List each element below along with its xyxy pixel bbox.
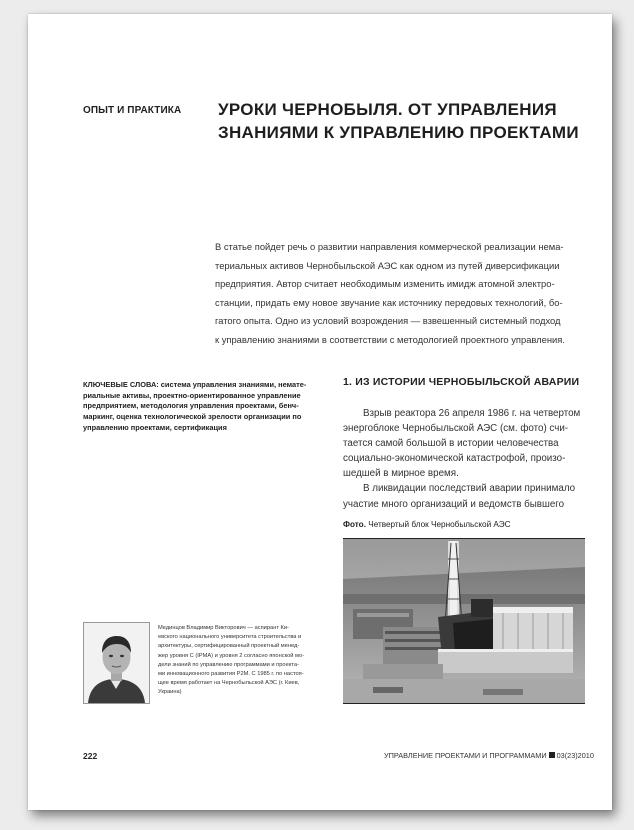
journal-issue: 03(23)2010 bbox=[556, 751, 594, 760]
body-line: тается самой большой в истории человечества bbox=[343, 438, 559, 450]
magazine-page bbox=[28, 14, 612, 810]
square-bullet-icon bbox=[549, 752, 555, 758]
abstract-line: предприятия. Автор считает необходимым изменить имидж атомной электро- bbox=[215, 278, 555, 289]
author-line: евского национального университета строительства и bbox=[158, 634, 302, 641]
keywords bbox=[83, 380, 313, 434]
author-photo bbox=[83, 622, 150, 704]
journal-footer bbox=[384, 751, 594, 760]
page-number: 222 bbox=[83, 751, 98, 761]
body-line: Взрыв реактора 26 апреля 1986 г. на четвертом bbox=[363, 408, 581, 419]
author-line: жер уровня С (IPMA) и уровня 2 согласно японской мо- bbox=[158, 652, 305, 659]
author-line: щее время работает на Чернобыльской АЭС (г. Киев, bbox=[158, 680, 300, 687]
body-line: шедшей в мирное время. bbox=[343, 468, 459, 480]
photo-caption bbox=[343, 520, 511, 529]
author-line: Мединцов Владимир Викторович — аспирант Ки- bbox=[158, 625, 289, 631]
keywords-line: риальные активы, проектно-ориентированное управление bbox=[83, 390, 301, 400]
body-line: энергоблоке Чернобыльской АЭС (см. фото) счи- bbox=[343, 423, 569, 435]
chernobyl-plant-illustration bbox=[343, 539, 585, 703]
caption-text: Четвертый блок Чернобыльской АЭС bbox=[365, 520, 511, 529]
section-label: ОПЫТ И ПРАКТИКА bbox=[83, 105, 182, 116]
author-portrait-illustration bbox=[84, 623, 149, 703]
author-line: Украина) bbox=[158, 689, 182, 696]
title-line: ЗНАНИЯМИ К УПРАВЛЕНИЮ ПРОЕКТАМИ bbox=[218, 123, 579, 142]
author-line: дели знаний по управлению программами и проекта- bbox=[158, 661, 299, 668]
abstract-line: гатого опыта. Одно из условий возрождения — взвешенный системный подход bbox=[215, 315, 561, 326]
keywords-line: предприятием, методология управления проектами, бенч- bbox=[83, 401, 299, 411]
body-line: В ликвидации последствий аварии принимало bbox=[363, 483, 576, 495]
body-line: участие много организаций и ведомств бывшего bbox=[343, 498, 565, 510]
abstract-line: В статье пойдет речь о развитии направления коммерческой реализации нема- bbox=[215, 241, 564, 252]
author-line: архитектуры, сертифицированный проектный менед- bbox=[158, 643, 300, 650]
body-text bbox=[343, 406, 588, 512]
section-heading: 1. ИЗ ИСТОРИИ ЧЕРНОБЫЛЬСКОЙ АВАРИИ bbox=[343, 376, 580, 388]
title-line: УРОКИ ЧЕРНОБЫЛЯ. ОТ УПРАВЛЕНИЯ bbox=[218, 100, 557, 119]
keywords-line: КЛЮЧЕВЫЕ СЛОВА: система управления знаниями, немате- bbox=[83, 380, 307, 389]
keywords-line: маркинг, оценка технологической зрелости организации по bbox=[83, 412, 302, 422]
body-line: социально-экономической катастрофой, произо- bbox=[343, 453, 566, 465]
author-bio bbox=[158, 624, 320, 698]
abstract-line: к управлению знаниями в соответствии с методологией проектного управления. bbox=[215, 333, 565, 345]
caption-label: Фото. bbox=[343, 520, 366, 529]
chernobyl-photo bbox=[343, 538, 585, 704]
abstract-line: териальных активов Чернобыльской АЭС как одном из путей диверсификации bbox=[215, 259, 560, 271]
journal-name: УПРАВЛЕНИЕ ПРОЕКТАМИ И ПРОГРАММАМИ bbox=[384, 751, 547, 760]
abstract-line: станции, придать ему новое звучание как источнику передовых технологий, бо- bbox=[215, 296, 563, 308]
article-title bbox=[218, 98, 588, 144]
author-line: ми инновационного развития P2M. С 1985 г. по настоя- bbox=[158, 671, 304, 678]
keywords-line: управлению проектами, сертификация bbox=[83, 422, 227, 432]
abstract bbox=[215, 238, 587, 349]
